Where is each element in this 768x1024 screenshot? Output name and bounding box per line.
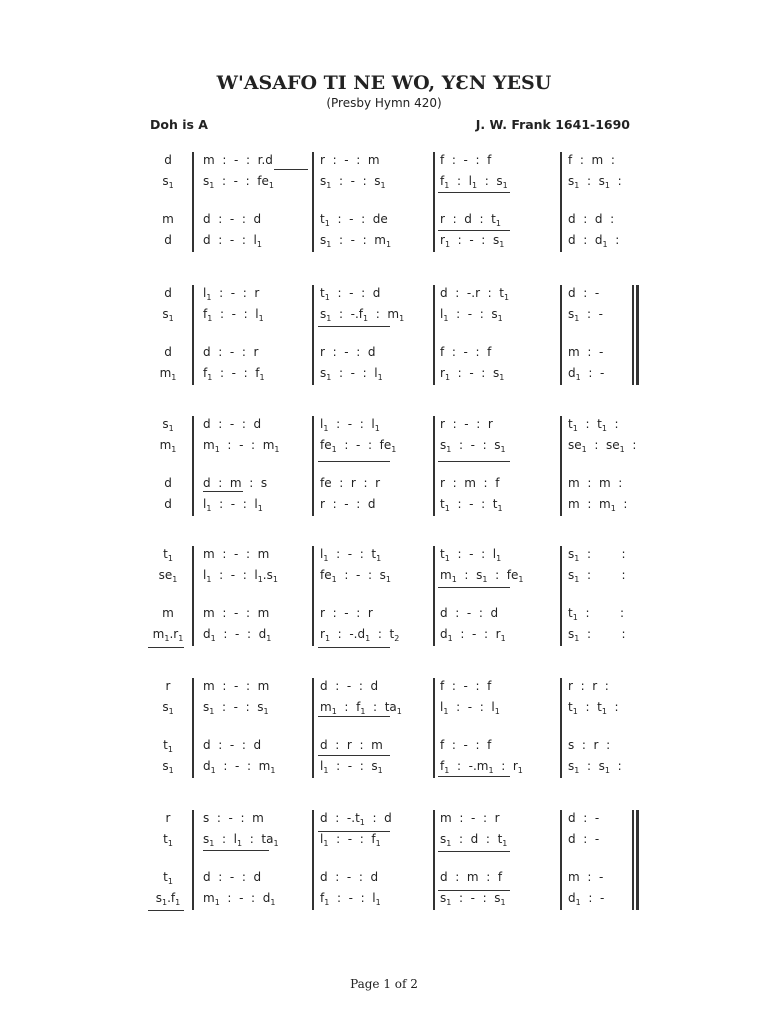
measure-notes: $s_1$ : : <box>568 547 626 563</box>
pickup-note: $t_1$ <box>163 547 173 563</box>
bar-line <box>560 285 562 385</box>
measure-notes: r : m : f <box>440 476 500 490</box>
measure-notes: s : r : <box>568 738 611 752</box>
measure-notes: m : - <box>568 870 604 884</box>
measure-notes: m : - <box>568 345 604 359</box>
measure-notes: $r_1$ : - : $s_1$ <box>440 366 505 382</box>
bar-line <box>312 152 314 252</box>
beat-underline <box>318 716 390 717</box>
measure-notes: fe : r : r <box>320 476 381 490</box>
measure-notes: r : - : d <box>320 345 376 359</box>
beat-underline <box>438 851 510 852</box>
beat-underline <box>318 831 390 832</box>
measure-notes: $f_1$ : - : $l_1$ <box>320 891 381 907</box>
bar-line <box>560 678 562 778</box>
measure-notes: $l_1$ : - : $l_1.s_1$ <box>203 568 278 584</box>
measure-notes: r : - : m <box>320 153 380 167</box>
bar-line <box>192 416 194 516</box>
measure-notes: $t_1$ : - : d <box>320 286 381 302</box>
measure-notes: f : m : <box>568 153 615 167</box>
bar-line <box>433 546 435 646</box>
bar-line <box>192 810 194 910</box>
bar-line <box>312 678 314 778</box>
measure-notes: $s_1$ : $s_1$ : <box>568 174 622 190</box>
measure-notes: r : - : r <box>440 417 493 431</box>
beat-underline <box>318 326 390 327</box>
pickup-note: d <box>164 233 172 247</box>
measure-notes: $f_1$ : - : $f_1$ <box>203 366 265 382</box>
measure-notes: $f_1$ : $l_1$ : $s_1$ <box>440 174 508 190</box>
pickup-note: d <box>164 286 172 300</box>
measure-notes: $l_1$ : - : $l_1$ <box>320 417 380 433</box>
measure-notes: m : - : m <box>203 547 270 561</box>
pickup-note: $t_1$ <box>163 870 173 886</box>
measure-notes: f : - : f <box>440 679 492 693</box>
measure-notes: $s_1$ : - <box>568 307 603 323</box>
measure-notes: $s_1$ : - : $s_1$ <box>320 174 386 190</box>
score-system <box>0 546 768 656</box>
measure-notes: $s_1$ : : <box>568 627 626 643</box>
bar-line <box>192 678 194 778</box>
beat-underline <box>438 192 510 193</box>
measure-notes: d : - : d <box>440 606 499 620</box>
bar-line <box>312 546 314 646</box>
bar-line <box>192 285 194 385</box>
measure-notes: $s_1$ : - : $s_1$ <box>440 438 506 454</box>
measure-notes: m : $m_1$ : <box>568 497 628 513</box>
measure-notes: $l_1$ : - : $t_1$ <box>320 547 382 563</box>
pickup-note: d <box>164 345 172 359</box>
measure-notes: $s_1$ : - : $l_1$ <box>320 366 383 382</box>
bar-line <box>433 285 435 385</box>
beat-underline <box>438 587 510 588</box>
measure-notes: $d_1$ : - : $r_1$ <box>440 627 506 643</box>
measure-notes: m : - : r.d <box>203 153 273 167</box>
measure-notes: $s_1$ : d : $t_1$ <box>440 832 508 848</box>
measure-notes: m : m : <box>568 476 623 490</box>
measure-notes: d : d : <box>568 212 615 226</box>
hymn-number: (Presby Hymn 420) <box>326 96 442 110</box>
score-system <box>0 678 768 788</box>
bar-line <box>433 810 435 910</box>
beat-underline <box>203 491 243 492</box>
measure-notes: $f_1$ : $-.m_1$ : $r_1$ <box>440 759 523 775</box>
beat-underline <box>438 230 510 231</box>
measure-notes: $l_1$ : - : $f_1$ <box>320 832 381 848</box>
measure-notes: $s_1$ : - : $fe_1$ <box>203 174 274 190</box>
measure-notes: $s_1$ : $l_1$ : $ta_1$ <box>203 832 279 848</box>
measure-notes: $t_1$ : - : de <box>320 212 388 228</box>
measure-notes: f : - : f <box>440 345 492 359</box>
pickup-note: m <box>162 606 174 620</box>
pickup-note: $m_1$ <box>159 366 177 382</box>
bar-line <box>560 416 562 516</box>
repeat-bar-line <box>632 285 634 385</box>
measure-notes: $t_1$ : : <box>568 606 625 622</box>
pickup-note: $s_1$ <box>162 307 174 323</box>
measure-notes: $s_1$ : - : $s_1$ <box>440 891 506 907</box>
measure-notes: m : - : r <box>440 811 500 825</box>
measure-notes: $m_1$ : $f_1$ : $ta_1$ <box>320 700 402 716</box>
repeat-bar-line <box>636 285 639 385</box>
beat-underline <box>318 461 390 462</box>
pickup-note: m <box>162 212 174 226</box>
bar-line <box>560 810 562 910</box>
measure-notes: r : - : r <box>320 606 373 620</box>
beat-underline <box>438 776 510 777</box>
measure-notes: $f_1$ : - : $l_1$ <box>203 307 264 323</box>
bar-line <box>433 152 435 252</box>
bar-line <box>560 152 562 252</box>
measure-notes: m : - : m <box>203 679 270 693</box>
measure-notes: d : - : d <box>203 870 262 884</box>
pickup-note: $s_1$ <box>162 174 174 190</box>
pickup-note: $m_1.r_1$ <box>152 627 184 643</box>
measure-notes: d : $d_1$ : <box>568 233 620 249</box>
measure-notes: $r_1$ : $-.d_1$ : $t_2$ <box>320 627 400 643</box>
measure-notes: $s_1$ : $s_1$ : <box>568 759 622 775</box>
measure-notes: $t_1$ : - : $l_1$ <box>440 547 502 563</box>
pickup-note: $se_1$ <box>158 568 178 584</box>
bar-line <box>433 678 435 778</box>
pickup-note: $t_1$ <box>163 738 173 754</box>
measure-notes: $d_1$ : - : $m_1$ <box>203 759 276 775</box>
measure-notes: d : m : s <box>203 476 268 490</box>
bar-line <box>312 810 314 910</box>
measure-notes: $d_1$ : - <box>568 366 605 382</box>
bar-line <box>312 285 314 385</box>
beat-underline <box>148 910 184 911</box>
measure-notes: $l_1$ : - : $s_1$ <box>320 759 383 775</box>
pickup-note: $s_1$ <box>162 759 174 775</box>
measure-notes: $l_1$ : - : $l_1$ <box>440 700 500 716</box>
measure-notes: d : m : f <box>440 870 503 884</box>
score-system <box>0 285 768 395</box>
beat-underline <box>318 647 390 648</box>
measure-notes: $m_1$ : - : $d_1$ <box>203 891 276 907</box>
measure-notes: $l_1$ : - : r <box>203 286 260 302</box>
measure-notes: d : - : d <box>203 212 262 226</box>
pickup-note: r <box>165 811 171 825</box>
bar-line <box>560 546 562 646</box>
composer-credit: J. W. Frank 1641-1690 <box>475 117 630 132</box>
measure-notes: $l_1$ : - : $s_1$ <box>440 307 503 323</box>
score-system <box>0 152 768 262</box>
measure-notes: $s_1$ : : <box>568 568 626 584</box>
measure-notes: $fe_1$ : - : $s_1$ <box>320 568 391 584</box>
measure-notes: m : - : m <box>203 606 270 620</box>
pickup-note: d <box>164 476 172 490</box>
measure-notes: $l_1$ : - : $l_1$ <box>203 497 263 513</box>
measure-notes: $se_1$ : $se_1$ : <box>568 438 637 454</box>
measure-notes: d : r : m <box>320 738 383 752</box>
score-system <box>0 810 768 920</box>
hymn-title: W'ASAFO TI NE WO, YƐN YESU <box>216 72 552 94</box>
pickup-note: r <box>165 679 171 693</box>
beat-underline <box>203 850 269 851</box>
measure-notes: d : $-.t_1$ : d <box>320 811 392 827</box>
pickup-note: $s_1$ <box>162 417 174 433</box>
beat-underline <box>148 647 184 648</box>
page-number: Page 1 of 2 <box>350 977 418 991</box>
beat-underline <box>274 169 308 170</box>
measure-notes: r : d : $t_1$ <box>440 212 501 228</box>
pickup-note: $t_1$ <box>163 832 173 848</box>
measure-notes: f : - : f <box>440 738 492 752</box>
measure-notes: $s_1$ : - : $s_1$ <box>203 700 269 716</box>
bar-line <box>192 152 194 252</box>
measure-notes: $d_1$ : - <box>568 891 605 907</box>
measure-notes: d : - : r <box>203 345 259 359</box>
measure-notes: $s_1$ : - : $m_1$ <box>320 233 392 249</box>
measure-notes: d : - <box>568 832 600 846</box>
pickup-note: $s_1.f_1$ <box>155 891 181 907</box>
measure-notes: d : -.r : $t_1$ <box>440 286 510 302</box>
measure-notes: $d_1$ : - : $d_1$ <box>203 627 272 643</box>
bar-line <box>192 546 194 646</box>
score-system <box>0 416 768 526</box>
pickup-note: d <box>164 153 172 167</box>
final-bar-line <box>636 810 639 910</box>
key-signature: Doh is A <box>150 117 208 132</box>
measure-notes: r : r : <box>568 679 609 693</box>
measure-notes: $r_1$ : - : $s_1$ <box>440 233 505 249</box>
measure-notes: d : - <box>568 811 600 825</box>
measure-notes: $m_1$ : - : $m_1$ <box>203 438 280 454</box>
measure-notes: $t_1$ : - : $t_1$ <box>440 497 503 513</box>
measure-notes: f : - : f <box>440 153 492 167</box>
measure-notes: $m_1$ : $s_1$ : $fe_1$ <box>440 568 524 584</box>
measure-notes: d : - : d <box>203 738 262 752</box>
measure-notes: d : - : d <box>320 679 379 693</box>
final-bar-line <box>632 810 634 910</box>
measure-notes: $t_1$ : $t_1$ : <box>568 700 619 716</box>
beat-underline <box>438 890 510 891</box>
pickup-note: $m_1$ <box>159 438 177 454</box>
measure-notes: $fe_1$ : - : $fe_1$ <box>320 438 397 454</box>
bar-line <box>433 416 435 516</box>
measure-notes: d : - : $l_1$ <box>203 233 262 249</box>
measure-notes: d : - : d <box>203 417 262 431</box>
measure-notes: r : - : d <box>320 497 376 511</box>
beat-underline <box>318 755 390 756</box>
bar-line <box>312 416 314 516</box>
measure-notes: d : - <box>568 286 600 300</box>
measure-notes: $s_1$ : $-.f_1$ : $m_1$ <box>320 307 405 323</box>
measure-notes: $t_1$ : $t_1$ : <box>568 417 619 433</box>
pickup-note: d <box>164 497 172 511</box>
measure-notes: s : - : m <box>203 811 264 825</box>
measure-notes: d : - : d <box>320 870 379 884</box>
pickup-note: $s_1$ <box>162 700 174 716</box>
beat-underline <box>438 461 510 462</box>
